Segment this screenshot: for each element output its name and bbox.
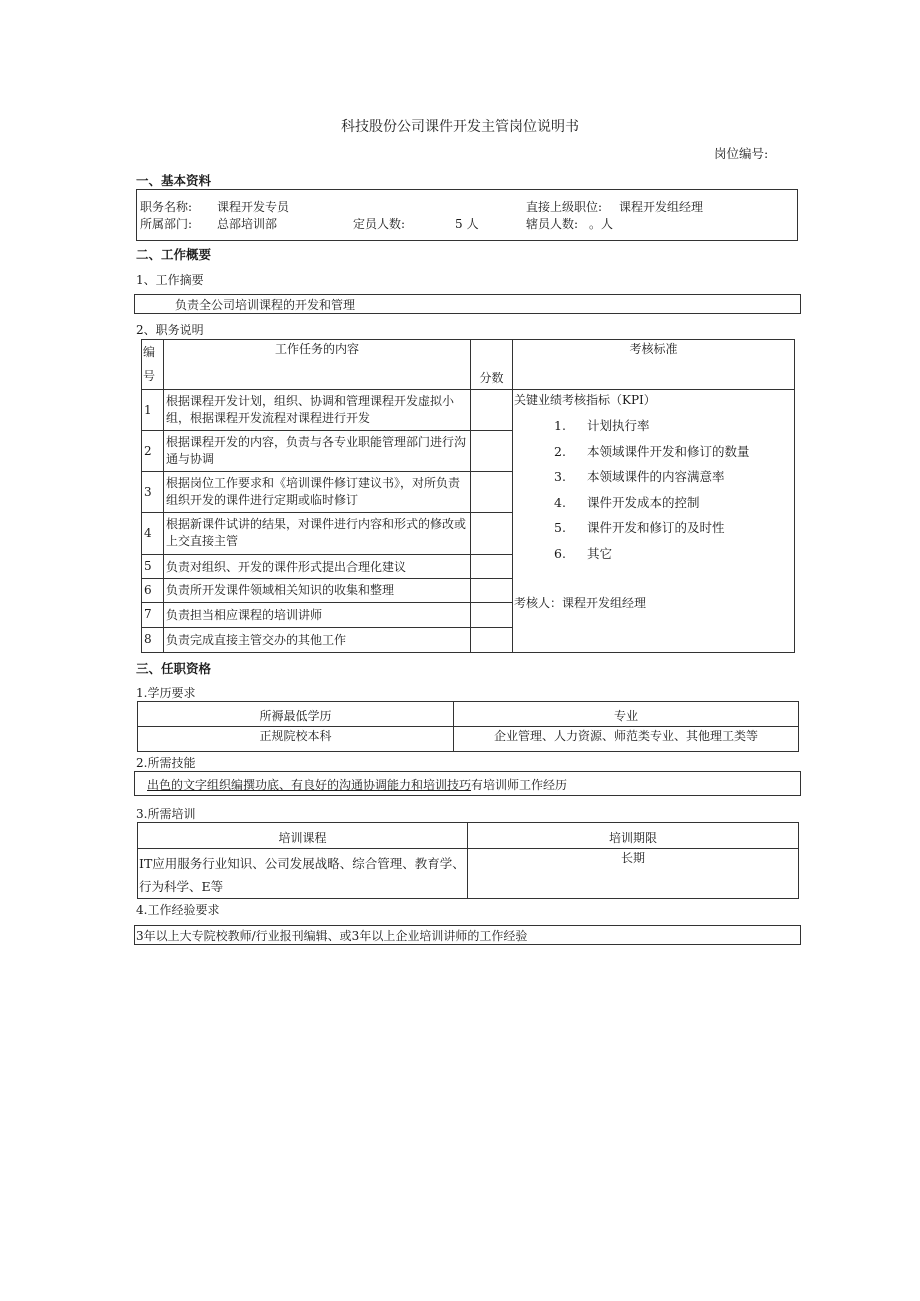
kpi-item-text: 课件开发成本的控制 — [587, 495, 700, 510]
task-no: 4 — [142, 513, 164, 554]
section-qualification-heading: 三、任职资格 — [136, 661, 212, 676]
kpi-item-no: 6. — [554, 546, 566, 561]
duty-table-header — [142, 340, 795, 390]
task-score — [471, 513, 513, 554]
kpi-item-no: 5. — [554, 520, 566, 535]
job-title-label: 职务名称: — [140, 200, 193, 214]
task-text: 负责所开发课件领域相关知识的收集和整理 — [164, 578, 471, 602]
edu-major: 企业管理、人力资源、师范类专业、其他理工类等 — [454, 727, 799, 752]
headcount-value: 5人 — [455, 217, 483, 231]
task-text: 负责完成直接主管交办的其他工作 — [164, 627, 471, 652]
task-score — [471, 627, 513, 652]
task-score — [471, 554, 513, 578]
task-text: 根据课程开发的内容，负责与各专业职能管理部门进行沟通与协调 — [164, 431, 471, 472]
summary-subheading: 1、工作摘要 — [136, 273, 204, 287]
edu-col2-header: 专业 — [454, 702, 799, 727]
kpi-item-text: 本领域课件的内容满意率 — [587, 469, 725, 484]
training-duration: 长期 — [468, 849, 799, 899]
training-courses: IT应用服务行业知识、公司发展战略、综合管理、教育学、行为科学、E等 — [138, 849, 468, 899]
exp-text: 3年以上大专院校教师/行业报刊编辑、或3年以上企业培训讲师的工作经验 — [136, 929, 528, 943]
section-work-summary-heading: 二、工作概要 — [136, 247, 212, 262]
exp-subheading: 4.工作经验要求 — [136, 903, 220, 917]
task-no: 3 — [142, 472, 164, 513]
task-text: 负责对组织、开发的课件形式提出合理化建议 — [164, 554, 471, 578]
kpi-cell — [513, 390, 795, 653]
col-standard-header: 考核标准 — [513, 340, 795, 390]
section-basic-info-heading: 一、基本资料 — [136, 173, 212, 188]
task-text: 根据岗位工作要求和《培训课件修订建议书》，对所负责组织开发的课件进行定期或临时修订 — [164, 472, 471, 513]
task-text: 负责担当相应课程的培训讲师 — [164, 602, 471, 627]
kpi-item-no: 1. — [554, 418, 566, 433]
skill-rest: 有培训师工作经历 — [471, 778, 568, 792]
dept-label: 所属部门: — [140, 217, 193, 231]
task-no: 2 — [142, 431, 164, 472]
task-no: 7 — [142, 602, 164, 627]
skill-text — [147, 776, 567, 793]
edu-col1-header: 所褥最低学历 — [138, 702, 454, 727]
task-no: 6 — [142, 578, 164, 602]
superior-value: 课程开发组经理 — [619, 200, 704, 214]
table-row — [138, 823, 799, 849]
summary-box — [134, 294, 801, 314]
skill-subheading: 2.所需技能 — [136, 756, 196, 770]
edu-subheading: 1.学历要求 — [136, 686, 196, 700]
table-row — [138, 702, 799, 727]
aux-value: 。人 — [589, 217, 614, 231]
task-text: 根据新课件试讲的结果，对课件进行内容和形式的修改或上交直接主管 — [164, 513, 471, 554]
job-title-value: 课程开发专员 — [217, 200, 290, 214]
assessor: 考核人：课程开发组经理 — [514, 596, 647, 610]
table-row — [138, 727, 799, 752]
table-row — [138, 849, 799, 899]
edu-min-degree: 正规院校本科 — [138, 727, 454, 752]
task-no: 1 — [142, 390, 164, 431]
kpi-item-text: 计划执行率 — [587, 418, 650, 433]
training-col2-header: 培训期限 — [468, 823, 799, 849]
dept-value: 总部培训部 — [217, 217, 278, 231]
superior-label: 直接上级职位: — [526, 200, 603, 214]
skill-underlined: 出色的文字组织编撰功底、有良好的沟通协调能力和培训技巧 — [147, 778, 472, 792]
kpi-item-no: 3. — [554, 469, 566, 484]
task-score — [471, 431, 513, 472]
table-row — [142, 390, 795, 431]
summary-text: 负责全公司培训课程的开发和管理 — [175, 298, 356, 312]
task-no: 5 — [142, 554, 164, 578]
aux-label: 辖员人数: — [526, 217, 579, 231]
kpi-item-no: 2. — [554, 444, 566, 459]
task-no: 8 — [142, 627, 164, 652]
task-score — [471, 578, 513, 602]
task-score — [471, 602, 513, 627]
task-score — [471, 390, 513, 431]
col-score-header: 分数 — [471, 340, 513, 390]
skill-box — [134, 771, 801, 796]
kpi-item-text: 其它 — [587, 546, 613, 561]
headcount-label: 定员人数: — [353, 217, 406, 231]
duty-table — [141, 339, 795, 653]
duty-subheading: 2、职务说明 — [136, 323, 204, 337]
kpi-title: 关键业绩考核指标（KPI） — [514, 393, 656, 407]
task-text: 根据课程开发计划，组织、协调和管理课程开发虚拟小组，根据课程开发流程对课程进行开发 — [164, 390, 471, 431]
kpi-item-text: 课件开发和修订的及时性 — [587, 520, 725, 535]
edu-table — [137, 701, 799, 752]
kpi-item-no: 4. — [554, 495, 566, 510]
kpi-item-text: 本领域课件开发和修订的数量 — [587, 444, 750, 459]
training-subheading: 3.所需培训 — [136, 807, 196, 821]
exp-box — [134, 925, 801, 945]
page-title: 科技股份公司课件开发主管岗位说明书 — [341, 119, 579, 135]
col-task-header: 工作任务的内容 — [164, 340, 471, 390]
task-score — [471, 472, 513, 513]
post-number-label: 岗位编号: — [714, 146, 769, 161]
col-no-header: 编号 — [142, 340, 164, 390]
basic-info-box — [136, 189, 798, 241]
training-table — [137, 822, 799, 899]
training-col1-header: 培训课程 — [138, 823, 468, 849]
